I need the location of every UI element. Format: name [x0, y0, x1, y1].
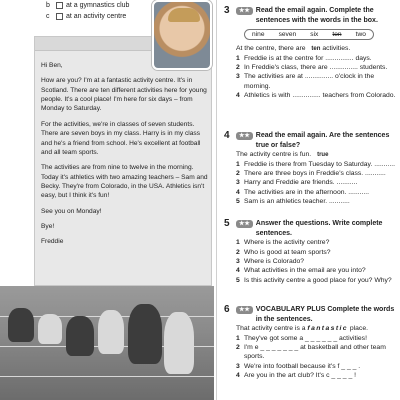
exercise-number: 5 — [224, 218, 230, 229]
hair-shape — [168, 8, 200, 22]
exercise-number: 3 — [224, 5, 230, 16]
column-divider — [216, 0, 217, 400]
item-number: 1 — [236, 239, 240, 247]
email-paragraph: The activities are from nine to twelve in the morning. Today it's athletics with two amazing teachers – Sam and Becky. They're from Colorado, in the USA. Athletics isn't easy, but I think it's fun! — [41, 164, 208, 200]
email-panel — [34, 36, 212, 286]
list-item[interactable] — [236, 371, 400, 380]
list-item[interactable] — [236, 169, 400, 178]
example-word: fantastic — [307, 325, 348, 333]
item-number: 1 — [236, 334, 240, 342]
item-text: There are three boys in Freddie's class. ........... — [244, 170, 386, 178]
runner-figure — [164, 312, 194, 374]
item-text: In Freddie's class, there are ............... students. — [244, 64, 388, 72]
item-text: Is this activity centre a good place for you? Why? — [244, 276, 392, 284]
email-paragraph: See you on Monday! — [41, 207, 102, 215]
example-text: That activity centre is a — [236, 325, 306, 333]
example-sentence — [236, 44, 400, 53]
item-text: Freddie is there from Tuesday to Saturday. ........... — [244, 160, 395, 168]
email-paragraph: For the activities, we're in classes of seven students. There are seven boys in my class. Harry is in my class and he's a friend from school. He's excellent at football and all team sports. — [41, 120, 201, 156]
word-used: ten — [332, 31, 342, 39]
word: nine — [252, 31, 265, 39]
list-item[interactable] — [236, 238, 400, 247]
word: six — [310, 31, 319, 39]
star-icon: ★★ — [236, 220, 253, 228]
exercise-title — [224, 6, 400, 25]
email-body — [41, 61, 209, 253]
option-letter: b — [46, 2, 50, 9]
boy-photo — [152, 0, 212, 70]
item-number: 4 — [236, 188, 240, 196]
example-text: At the centre, there are — [236, 45, 306, 53]
word: two — [355, 31, 366, 39]
item-number: 3 — [236, 73, 240, 81]
example-sentence — [236, 324, 400, 333]
lane-line — [0, 376, 214, 377]
option-text: at an activity centre — [66, 13, 127, 20]
example-answer: true — [317, 152, 329, 159]
star-icon: ★★ — [236, 7, 253, 15]
item-number: 3 — [236, 258, 240, 266]
item-text: Harry and Freddie are friends. ........... — [244, 179, 358, 187]
item-text: Who is good at team sports? — [244, 248, 331, 256]
item-number: 4 — [236, 92, 240, 100]
item-text: They've got some a _ _ _ _ _ _ activities! — [244, 334, 367, 342]
runner-figure — [66, 316, 94, 356]
word-box — [244, 29, 374, 40]
list-item[interactable] — [236, 266, 400, 275]
item-text: Sam is an athletics teacher. ........... — [244, 198, 350, 206]
list-item[interactable] — [236, 160, 400, 169]
exercise-5 — [224, 219, 400, 285]
runners-photo — [0, 286, 214, 400]
exercise-3 — [224, 6, 400, 101]
exercise-instruction: Read the email again. Complete the sentences with the words in the box. — [255, 7, 378, 24]
star-icon: ★★ — [236, 306, 253, 314]
star-icon: ★★ — [236, 132, 253, 140]
word: seven — [278, 31, 297, 39]
list-item[interactable] — [236, 362, 400, 371]
email-signature: Freddie — [41, 238, 64, 246]
exercise-instruction: Read the email again. Are the sentences true or false? — [255, 132, 390, 149]
item-number: 2 — [236, 170, 240, 178]
exercise-number: 6 — [224, 304, 230, 315]
item-text: We're into football because it's f _ _ _ . — [244, 362, 361, 370]
list-item[interactable] — [236, 197, 400, 206]
email-paragraph: How are you? I'm at a fantastic activity centre. It's in Scotland. There are ten different activities here for young people. It's a cool place! I'm here for six days – from Monday to Saturday. — [41, 77, 207, 113]
option-text: at a gymnastics club — [66, 2, 130, 9]
exercise-4 — [224, 131, 400, 207]
item-text: The activities are in the afternoon. ........... — [244, 188, 370, 196]
item-text: The activities are at ............... o'clock in the morning. — [244, 73, 375, 90]
example-end: activities. — [322, 45, 351, 53]
runner-figure — [8, 308, 34, 342]
list-item[interactable] — [236, 188, 400, 197]
list-item[interactable] — [236, 276, 400, 285]
item-text: Athletics is with ............... teachers from Colorado. — [244, 92, 396, 100]
runner-figure — [98, 310, 124, 354]
example-text: The activity centre is fun. — [236, 151, 312, 159]
exercise-title — [224, 131, 400, 150]
exercise-title — [224, 305, 400, 324]
email-closing: Bye! — [41, 223, 55, 231]
exercise-title — [224, 219, 400, 238]
example-sentence — [236, 150, 400, 159]
item-text: Where is Colorado? — [244, 258, 305, 266]
item-number: 3 — [236, 362, 240, 370]
list-item[interactable] — [236, 334, 400, 343]
item-text: Where is the activity centre? — [244, 239, 330, 247]
checkbox[interactable] — [56, 2, 63, 9]
exercise-instruction: Answer the questions. Write complete sentences. — [255, 220, 383, 237]
example-end: place. — [349, 325, 368, 333]
list-item[interactable] — [236, 248, 400, 257]
list-item[interactable] — [236, 91, 400, 100]
example-answer: ten — [311, 46, 321, 53]
item-number: 5 — [236, 276, 240, 284]
option-letter: c — [46, 13, 50, 20]
item-number: 3 — [236, 179, 240, 187]
exercise-number: 4 — [224, 130, 230, 141]
list-item[interactable] — [236, 178, 400, 187]
item-number: 1 — [236, 160, 240, 168]
item-number: 2 — [236, 344, 240, 352]
exercise-6 — [224, 305, 400, 381]
item-number: 4 — [236, 267, 240, 275]
email-greeting: Hi Ben, — [41, 62, 63, 69]
item-text: What activities in the email are you into? — [244, 267, 366, 275]
checkbox[interactable] — [56, 13, 63, 20]
item-number: 2 — [236, 248, 240, 256]
exercise-instruction: VOCABULARY PLUS Complete the words in the sentences. — [255, 306, 395, 323]
item-number: 4 — [236, 372, 240, 380]
runner-figure — [38, 314, 62, 344]
list-item[interactable] — [236, 63, 400, 72]
item-text: I'm e _ _ _ _ _ _ _ at basketball and other team sports. — [244, 344, 386, 361]
item-number: 2 — [236, 64, 240, 72]
list-item[interactable] — [236, 54, 400, 63]
item-text: Freddie is at the centre for ............... days. — [244, 54, 372, 62]
item-text: Are you in the art club? It's c _ _ _ _ ! — [244, 372, 356, 380]
item-number: 5 — [236, 198, 240, 206]
list-item[interactable] — [236, 257, 400, 266]
list-item[interactable] — [236, 72, 400, 91]
runner-figure — [128, 304, 162, 364]
item-number: 1 — [236, 54, 240, 62]
list-item[interactable] — [236, 343, 400, 362]
